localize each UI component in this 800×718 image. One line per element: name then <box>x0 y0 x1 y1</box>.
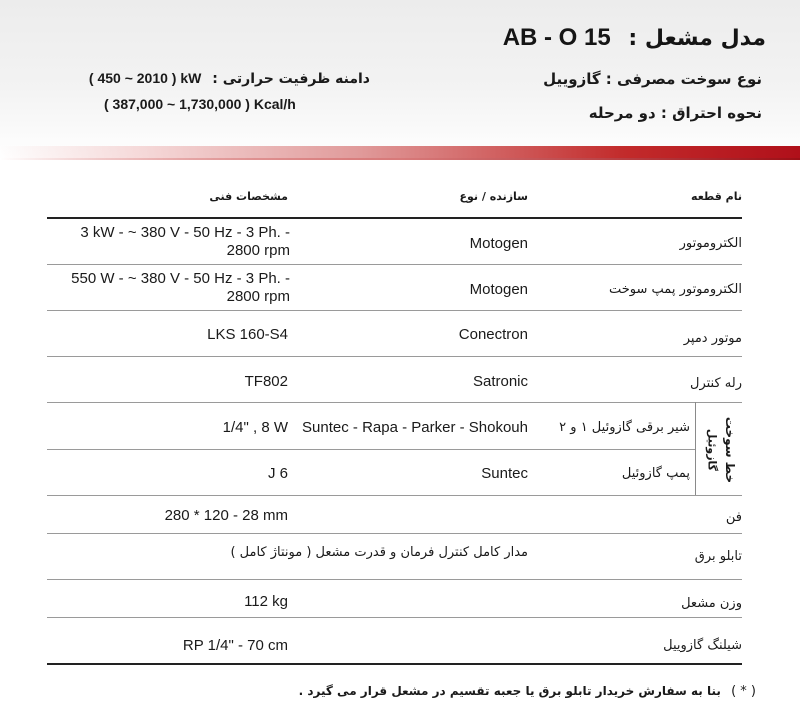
spec: TF802 <box>244 373 288 390</box>
footnote <box>299 684 756 699</box>
model-title <box>503 24 766 52</box>
group-label-line1: خط سوخت <box>723 416 737 484</box>
footnote-mark: ( * ) <box>731 684 756 699</box>
row-divider <box>47 495 742 496</box>
row-divider <box>47 356 742 357</box>
footnote-text: بنا به سفارش خریدار تابلو برق یا جعبه تقسیم در مشعل قرار می گیرد . <box>298 684 721 698</box>
part-name: پمپ گازوئیل <box>621 466 690 481</box>
row-divider <box>47 310 742 311</box>
spec: 280 * 120 - 28 mm <box>164 507 288 524</box>
red-gradient-rule <box>0 158 800 160</box>
maker: مدار کامل کنترل فرمان و قدرت مشعل ( مونتاژ کامل ) <box>230 545 528 560</box>
model-title-label: مدل مشعل : <box>628 26 766 51</box>
spec <box>48 224 290 260</box>
spec-line: 2800 rpm <box>226 242 290 259</box>
part-name: شیر برقی گازوئیل ۱ و ۲ <box>559 420 690 435</box>
maker: Motogen <box>469 235 528 252</box>
part-name: تابلو برق <box>694 549 742 564</box>
spec: J 6 <box>267 465 288 482</box>
maker: Suntec - Rapa - Parker - Shokouh <box>302 419 528 436</box>
capacity-kcal: ( 387,000 ~ 1,730,000 ) Kcal/h <box>104 96 296 112</box>
maker: Conectron <box>458 326 528 343</box>
row-divider <box>47 579 742 580</box>
maker: Suntec <box>481 465 528 482</box>
capacity-label: دامنه ظرفیت حرارتی : <box>212 71 370 87</box>
fuel-type: نوع سوخت مصرفی : گازوییل <box>543 70 762 88</box>
row-divider <box>47 617 742 618</box>
part-name: رله کنترل <box>690 376 742 391</box>
fuel-line-group-label <box>700 405 740 495</box>
part-name: موتور دمپر <box>683 331 742 346</box>
table-bottom-rule <box>47 663 742 665</box>
row-divider <box>47 264 742 265</box>
row-divider <box>47 449 695 450</box>
part-name: شیلنگ گازوییل <box>663 638 742 653</box>
spec: 1/4" , 8 W <box>222 419 288 436</box>
group-divider <box>695 402 696 495</box>
spec: RP 1/4" - 70 cm <box>182 637 288 654</box>
group-label-line2: گازوئیل <box>705 428 719 472</box>
maker: Satronic <box>472 373 528 390</box>
part-name: فن <box>725 510 742 525</box>
col-header-spec: مشخصات فنی <box>209 190 288 203</box>
capacity-kw: ( 450 ~ 2010 ) kW <box>88 70 202 86</box>
combustion-type: نحوه احتراق : دو مرحله <box>588 104 762 122</box>
part-name: الکتروموتور پمپ سوخت <box>609 282 742 297</box>
part-name: الکتروموتور <box>679 236 742 251</box>
spec: LKS 160-S4 <box>207 326 288 343</box>
capacity-line <box>89 70 370 87</box>
spec-line: 550 W - ~ 380 V - 50 Hz - 3 Ph. - <box>71 270 290 287</box>
spec <box>48 270 290 306</box>
part-name: وزن مشعل <box>681 596 742 611</box>
col-header-maker: سازنده / نوع <box>459 190 528 203</box>
row-divider <box>47 402 742 403</box>
model-code: AB - O 15 <box>502 24 611 51</box>
col-header-part: نام قطعه <box>691 190 742 203</box>
spec: 112 kg <box>244 593 288 610</box>
row-divider <box>47 533 742 534</box>
spec-line: 3 kW - ~ 380 V - 50 Hz - 3 Ph. - <box>80 224 290 241</box>
maker: Motogen <box>469 281 528 298</box>
spec-line: 2800 rpm <box>226 288 290 305</box>
header-rule <box>47 217 742 219</box>
